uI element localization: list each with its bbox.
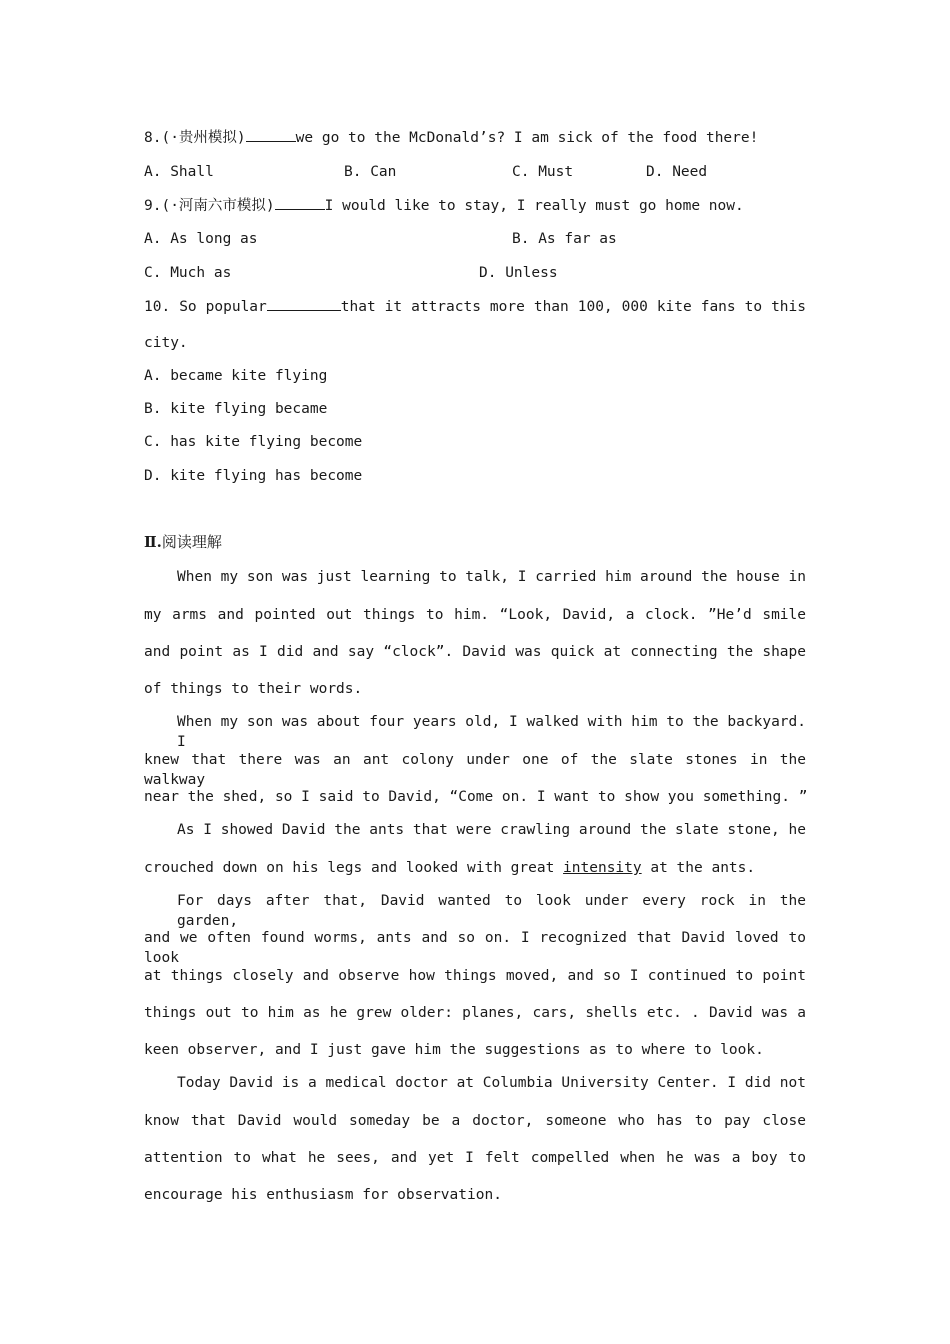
question-number: 8. (144, 130, 162, 146)
question-10 (144, 296, 806, 317)
question-number: 10. (144, 299, 171, 315)
passage-line: my arms and pointed out things to him. “Look, David, a clock. ”He’d smile (144, 607, 806, 623)
section-numeral: Ⅱ. (144, 533, 162, 551)
option-a: A. became kite flying (144, 368, 328, 384)
answer-blank (267, 296, 341, 311)
passage-line: attention to what he sees, and yet I felt compelled when he was a boy to (144, 1150, 806, 1166)
question-source: (·河南六市模拟) (161, 198, 275, 214)
passage-line: of things to their words. (144, 681, 363, 697)
section-heading (144, 532, 806, 552)
passage-line: near the shed, so I said to David, “Come on. I want to show you something. ” (144, 789, 808, 805)
passage-line: and we often found worms, ants and so on. I recognized that David loved to look (144, 930, 806, 966)
question-number: 9. (144, 198, 162, 214)
option-a: A. Shall (144, 164, 214, 180)
answer-blank (275, 195, 325, 210)
answer-blank (246, 127, 296, 142)
option-c: C. has kite flying become (144, 434, 363, 450)
passage-line: When my son was just learning to talk, I carried him around the house in (177, 569, 806, 585)
question-10-continued: city. (144, 335, 188, 351)
passage-text: at the ants. (650, 860, 756, 876)
option-d: D. Need (646, 164, 708, 180)
passage-line: and point as I did and say “clock”. David was quick at connecting the shape (144, 644, 806, 660)
option-d: D. Unless (479, 265, 558, 281)
option-b: B. kite flying became (144, 401, 328, 417)
section-title: 阅读理解 (161, 533, 222, 551)
question-text: I would like to stay, I really must go home now. (324, 198, 744, 214)
passage-line: As I showed David the ants that were crawling around the slate stone, he (177, 822, 806, 838)
passage-line: encourage his enthusiasm for observation. (144, 1187, 502, 1203)
passage-line: keen observer, and I just gave him the suggestions as to where to look. (144, 1042, 764, 1058)
question-9 (144, 195, 806, 216)
underlined-word: intensity (563, 860, 642, 876)
question-source: (·贵州模拟) (161, 130, 246, 146)
option-c: C. Much as (144, 265, 232, 281)
option-b: B. As far as (512, 231, 617, 247)
passage-line: For days after that, David wanted to look under every rock in the garden, (177, 893, 806, 929)
passage-text: crouched down on his legs and looked with great (144, 860, 555, 876)
passage-line: When my son was about four years old, I walked with him to the backyard. I (177, 714, 806, 750)
passage-line (144, 858, 806, 878)
question-text: that it attracts more than 100, 000 kite fans to this (340, 299, 806, 315)
option-a: A. As long as (144, 231, 258, 247)
passage-line: knew that there was an ant colony under one of the slate stones in the walkway (144, 752, 806, 788)
passage-line: things out to him as he grew older: planes, cars, shells etc. . David was a (144, 1005, 806, 1021)
option-c: C. Must (512, 164, 574, 180)
question-text: So popular (179, 299, 267, 315)
question-text: we go to the McDonald’s? I am sick of the food there! (295, 130, 759, 146)
passage-line: Today David is a medical doctor at Columbia University Center. I did not (177, 1075, 806, 1091)
passage-line: know that David would someday be a doctor, someone who has to pay close (144, 1113, 806, 1129)
option-d: D. kite flying has become (144, 468, 363, 484)
option-b: B. Can (344, 164, 397, 180)
question-8 (144, 127, 806, 148)
passage-line: at things closely and observe how things moved, and so I continued to point (144, 968, 806, 984)
